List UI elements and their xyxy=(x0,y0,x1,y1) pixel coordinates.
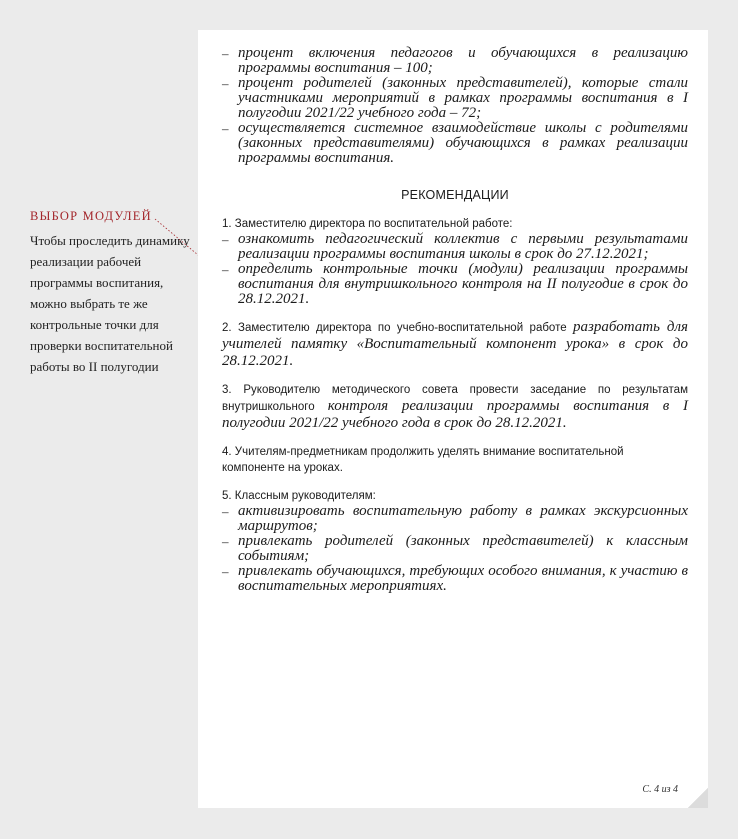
list-item: – активизировать воспитательную работу в рамках экскурсионных маршрутов; xyxy=(222,504,688,534)
list-item: – привлекать родителей (законных представителей) к классным событиям; xyxy=(222,534,688,564)
recommendation-1 xyxy=(222,216,688,307)
recommendation-5 xyxy=(222,488,688,594)
recommendation-4 xyxy=(222,444,688,476)
page-fold-corner xyxy=(688,788,708,808)
recommendation-list xyxy=(222,504,688,594)
recommendation-lead: 5. Классным руководителям: xyxy=(222,490,376,502)
recommendation-3 xyxy=(222,382,688,432)
recommendation-text: 4. Учителям-предметникам продолжить уделять внимание воспитательной компоненте на уроках. xyxy=(222,446,624,474)
recommendation-action: контроля реализации программы воспитания в I полугодии 2021/22 учебного года в срок до 28.12.2021. xyxy=(222,398,688,431)
recommendation-list xyxy=(222,232,688,307)
section-heading: РЕКОМЕНДАЦИИ xyxy=(401,188,509,202)
recommendation-lead: 2. Заместителю директора по учебно-воспитательной работе xyxy=(222,322,567,334)
margin-note xyxy=(30,209,190,377)
recommendation-lead: 3. Руководителю методического совета провести заседание по результатам внутришкольного xyxy=(222,384,688,413)
document-page xyxy=(198,30,708,808)
page-content xyxy=(222,46,688,606)
list-item: – определить контрольные точки (модули) реализации программы воспитания для внутришкольного контроля на II полугодие в срок до 28.12.2021. xyxy=(222,262,688,307)
list-item: – осуществляется системное взаимодействие школы с родителями (законных представителями) обучающихся в рамках реализации программы воспитания. xyxy=(222,121,688,166)
recommendation-lead: 1. Заместителю директора по воспитательной работе: xyxy=(222,218,513,230)
recommendation-action: разработать для учителей памятку «Воспитательный компонент урока» в срок до 28.12.2021. xyxy=(222,319,688,369)
margin-note-title: ВЫБОР МОДУЛЕЙ xyxy=(30,209,152,223)
page-number: С. 4 из 4 xyxy=(642,784,678,795)
results-list xyxy=(222,46,688,166)
list-item: – привлекать обучающихся, требующих особого внимания, к участию в воспитательных мероприятиях. xyxy=(222,564,688,594)
recommendation-2 xyxy=(222,319,688,370)
margin-note-text: Чтобы проследить динамику реализации рабочей программы воспитания, можно выбрать те же контрольные точки для проверки воспитательной работы во II полугодии xyxy=(30,233,190,374)
list-item: – процент включения педагогов и обучающихся в реализацию программы воспитания – 100; xyxy=(222,46,688,76)
list-item: – процент родителей (законных представителей), которые стали участниками мероприятий в рамках программы воспитания в I полугодии 2021/22 учебного года – 72; xyxy=(222,76,688,121)
list-item: – ознакомить педагогический коллектив с первыми результатами реализации программы воспитания школы в срок до 27.12.2021; xyxy=(222,232,688,262)
